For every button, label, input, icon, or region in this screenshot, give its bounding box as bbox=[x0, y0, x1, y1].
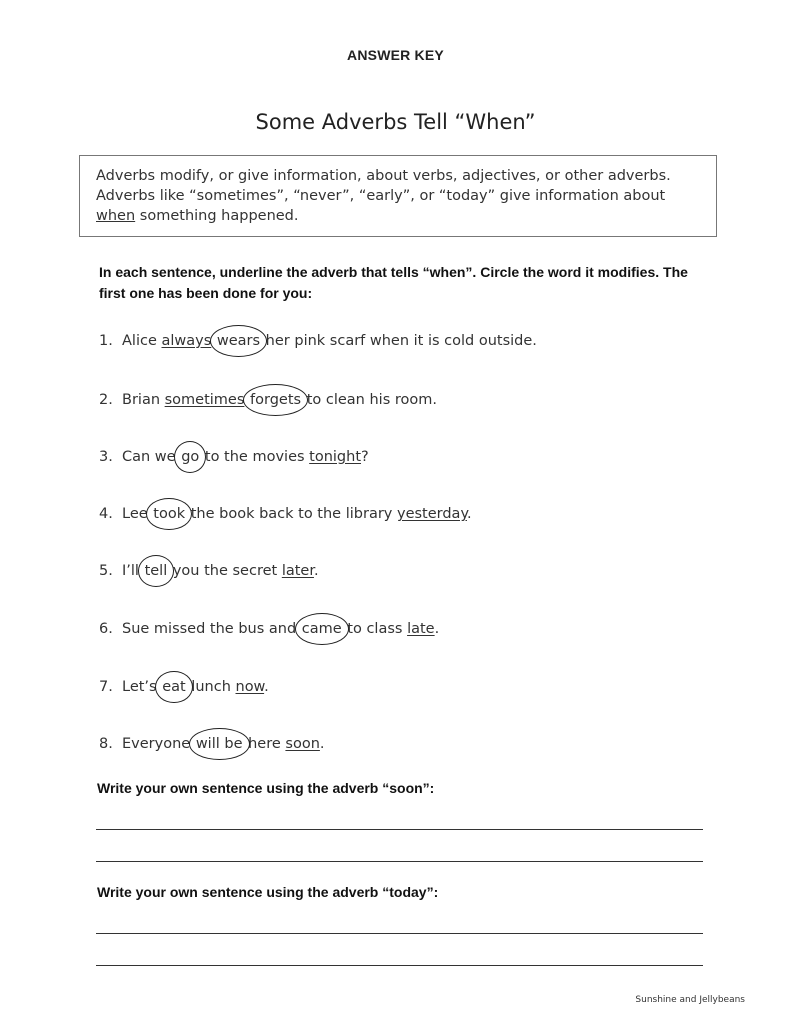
sentence-text: to clean his room. bbox=[302, 392, 437, 408]
sentence-text: the book back to the library bbox=[186, 506, 397, 522]
sentence-7 bbox=[99, 677, 269, 697]
underlined-adverb: later bbox=[281, 563, 314, 579]
sentence-number: 8. bbox=[99, 736, 113, 752]
sentence-text: I’ll bbox=[122, 563, 144, 579]
sentence-text: to class bbox=[342, 621, 408, 637]
circled-word: go bbox=[181, 449, 200, 465]
sentence-text: Let’s bbox=[122, 679, 162, 695]
circled-word: came bbox=[301, 621, 342, 637]
sentence-number: 3. bbox=[99, 449, 113, 465]
answer-line-today-2[interactable] bbox=[96, 965, 703, 966]
sentence-5 bbox=[99, 561, 319, 581]
answer-line-soon-2[interactable] bbox=[96, 861, 703, 862]
footer-credit: Sunshine and Jellybeans bbox=[635, 995, 745, 1005]
sentence-text: . bbox=[264, 679, 269, 695]
circled-word: tell bbox=[144, 563, 168, 579]
info-underlined-word: when bbox=[96, 208, 136, 224]
sentence-text: . bbox=[319, 736, 325, 752]
sentence-text: Sue missed the bus and bbox=[122, 621, 301, 637]
info-line-1: Adverbs modify, or give information, about verbs, adjectives, or other adverbs. bbox=[96, 168, 671, 184]
info-line-3-rest: something happened. bbox=[135, 208, 299, 224]
circled-word: forgets bbox=[250, 392, 302, 408]
info-line-2: Adverbs like “sometimes”, “never”, “early”, or “today” give information about bbox=[96, 188, 666, 204]
sentence-3 bbox=[99, 447, 369, 467]
sentence-number: 2. bbox=[99, 392, 113, 408]
sentence-1 bbox=[99, 331, 537, 351]
sentence-text: . bbox=[313, 563, 319, 579]
sentence-text: here bbox=[243, 736, 286, 752]
sentence-2 bbox=[99, 390, 437, 410]
underlined-adverb: always bbox=[161, 333, 212, 349]
sentence-number: 7. bbox=[99, 679, 113, 695]
circled-word: took bbox=[153, 506, 186, 522]
circled-word: eat bbox=[162, 679, 186, 695]
circled-word: will be bbox=[195, 736, 243, 752]
prompt-today: Write your own sentence using the adverb “today”: bbox=[97, 884, 439, 900]
underlined-adverb: now bbox=[235, 679, 265, 695]
sentence-text: her pink scarf when it is cold outside. bbox=[261, 333, 537, 349]
sentence-text: . bbox=[466, 506, 472, 522]
sentence-number: 5. bbox=[99, 563, 113, 579]
sentence-text: lunch bbox=[186, 679, 236, 695]
answer-line-today-1[interactable] bbox=[96, 933, 703, 934]
sentence-6 bbox=[99, 619, 439, 639]
sentence-text: Alice bbox=[122, 333, 162, 349]
sentence-text: Lee bbox=[122, 506, 153, 522]
prompt-soon: Write your own sentence using the adverb “soon”: bbox=[97, 780, 435, 796]
instructions: In each sentence, underline the adverb that tells “when”. Circle the word it modifies. The first one has been done for you: bbox=[99, 264, 688, 301]
circled-word: wears bbox=[216, 333, 261, 349]
info-line-3 bbox=[96, 206, 706, 226]
underlined-adverb: late bbox=[407, 621, 435, 637]
page-title: Some Adverbs Tell “When” bbox=[255, 110, 536, 134]
sentence-4 bbox=[99, 504, 472, 524]
sentence-text: . bbox=[434, 621, 440, 637]
sentence-text: you the secret bbox=[168, 563, 282, 579]
sentence-text: Brian bbox=[122, 392, 165, 408]
underlined-adverb: tonight bbox=[309, 449, 362, 465]
sentence-number: 4. bbox=[99, 506, 113, 522]
answer-line-soon-1[interactable] bbox=[96, 829, 703, 830]
info-box bbox=[79, 155, 717, 237]
sentence-text: Everyone bbox=[122, 736, 195, 752]
underlined-adverb: soon bbox=[285, 736, 320, 752]
sentence-text: Can we bbox=[122, 449, 181, 465]
sentence-number: 6. bbox=[99, 621, 113, 637]
sentence-number: 1. bbox=[99, 333, 113, 349]
underlined-adverb: yesterday bbox=[396, 506, 467, 522]
underlined-adverb: sometimes bbox=[164, 392, 245, 408]
sentence-text: ? bbox=[361, 449, 369, 465]
sentence-8 bbox=[99, 734, 325, 754]
sentence-text: to the movies bbox=[200, 449, 310, 465]
answer-key-label: ANSWER KEY bbox=[347, 47, 444, 63]
